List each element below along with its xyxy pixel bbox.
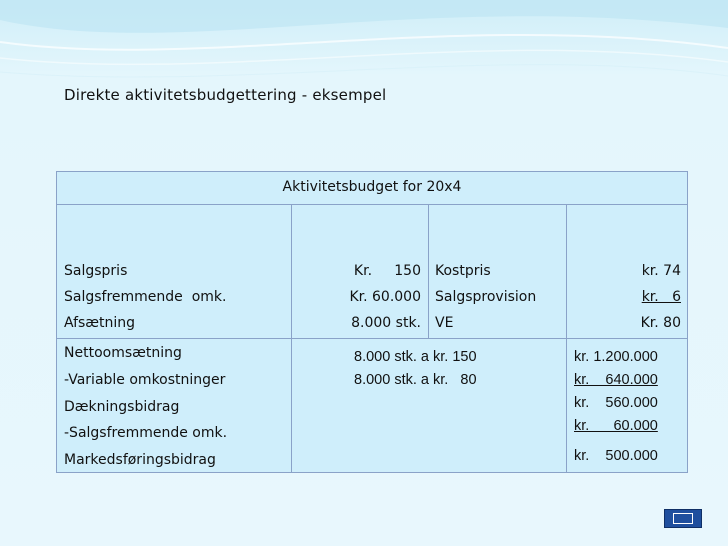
- calc-variable-omkostninger: 8.000 stk. a kr. 80: [354, 372, 477, 388]
- row-divider: [57, 338, 687, 339]
- result-daekningsbidrag: kr. 560.000: [574, 395, 658, 411]
- background-waves: [0, 0, 728, 90]
- calc-nettoomsaetning: 8.000 stk. a kr. 150: [354, 349, 477, 365]
- result-salgsfremmende-omk: kr. 60.000: [574, 418, 658, 434]
- label-kostpris: Kostpris: [435, 263, 491, 279]
- table-header: Aktivitetsbudget for 20x4: [57, 172, 687, 205]
- result-markedsfoeringsbidrag: kr. 500.000: [574, 448, 658, 464]
- label-salgspris: Salgspris: [64, 263, 128, 279]
- label-variable-omkostninger: -Variable omkostninger: [64, 372, 226, 388]
- result-variable-omkostninger: kr. 640.000: [574, 372, 658, 388]
- value-salgspris: Kr. 150: [353, 263, 421, 279]
- value-afsaetning: 8.000 stk.: [351, 315, 421, 331]
- nav-button[interactable]: [664, 509, 702, 528]
- value-salgsprovision: kr. 6: [641, 289, 681, 305]
- label-salgsfremmende-omk: -Salgsfremmende omk.: [64, 425, 228, 441]
- value-kostpris: kr. 74: [641, 263, 681, 279]
- label-daekningsbidrag: Dækningsbidrag: [64, 399, 180, 415]
- label-salgsprovision: Salgsprovision: [435, 289, 537, 305]
- result-nettoomsaetning: kr. 1.200.000: [574, 349, 658, 365]
- slide-title: Direkte aktivitetsbudgettering - eksempel: [64, 86, 387, 104]
- value-ve: Kr. 80: [640, 315, 681, 331]
- label-ve: VE: [435, 315, 454, 331]
- label-afsaetning: Afsætning: [64, 315, 136, 331]
- label-markedsfoeringsbidrag: Markedsføringsbidrag: [64, 452, 216, 468]
- value-salgsfremmende: Kr. 60.000: [349, 289, 421, 305]
- home-icon: [673, 513, 693, 524]
- activity-budget-table: [56, 171, 688, 473]
- label-nettoomsaetning: Nettoomsætning: [64, 345, 182, 361]
- label-salgsfremmende: Salgsfremmende omk.: [64, 289, 227, 305]
- column-divider: [428, 205, 429, 338]
